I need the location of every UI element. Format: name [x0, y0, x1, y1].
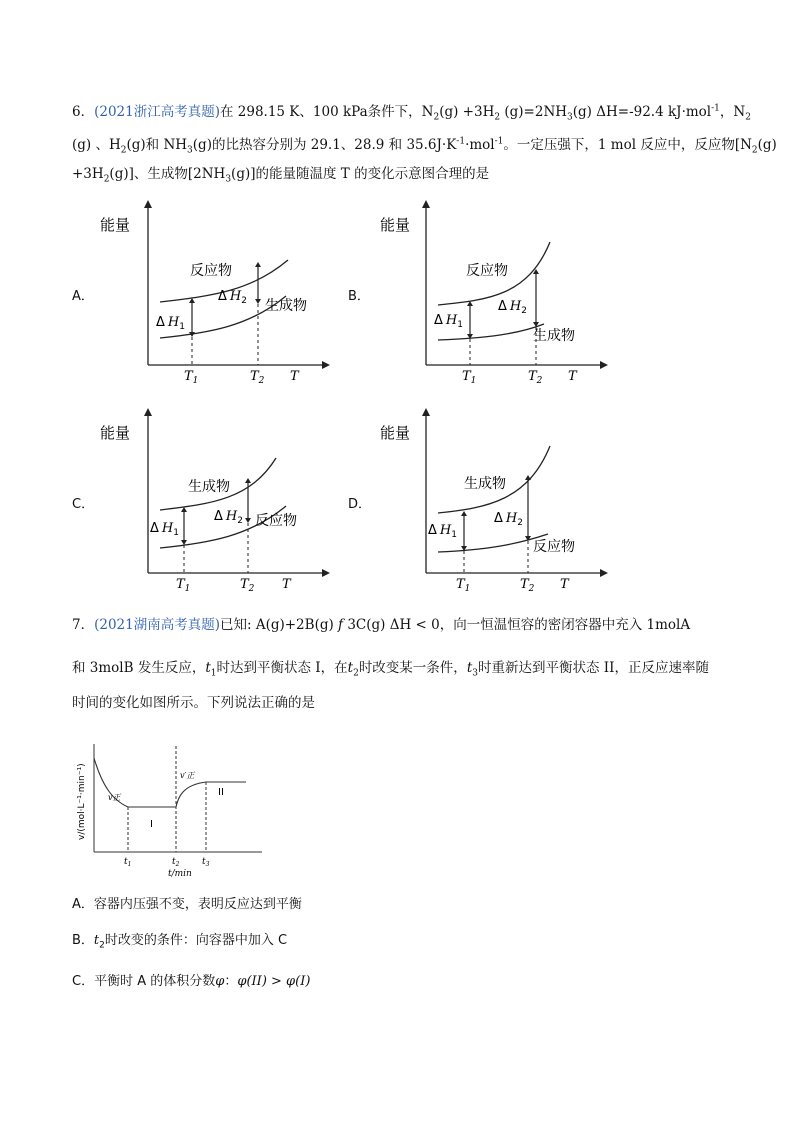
graph-a-product-label: 生成物 [265, 298, 307, 314]
graph-a-xlabel: T [290, 369, 299, 384]
option-b-label: B． [348, 289, 370, 304]
q7-line-2: 和 3molB 发生反应，$t_1$时达到平衡状态 I，在$t_2$时改变某一条件，$t_3$时重新达到平衡状态 II，正反应速率随 [72, 660, 709, 679]
q7-option-a: A．容器内压强不变，表明反应达到平衡 [72, 897, 302, 912]
q6-line-2: (g) 、$H_2(g)$和 $NH_3(g)$的比热容分别为 29.1、28.9 和 $35.6J\cdot K^{-1}\cdot mol^{-1}$。一定压强下，1 mol 反应中，反应物[$N_2(g)$ [72, 136, 777, 156]
rate-graph-xlabel: t/min [168, 869, 192, 879]
graph-d-t1: $T_1$ [456, 577, 471, 593]
graph-c-product-label: 生成物 [188, 479, 230, 495]
graph-a [100, 200, 330, 385]
graph-d-dh2-label: Δ $H_2$ [494, 511, 523, 528]
graph-d [378, 408, 608, 593]
q6-line-3: $+3H_2(g)$]、生成物$[2NH_3(g)]$的能量随温度 T 的变化示意图合理的是 [72, 166, 490, 185]
q7-option-b: B．$t_2$时改变的条件：向容器中加入 C [72, 933, 288, 951]
rate-graph-v-label: v正 [108, 793, 121, 802]
graph-d-dh1-label: Δ $H_1$ [428, 523, 457, 540]
rate-graph-t2: $t_2$ [172, 857, 180, 868]
q7-number: 7． [72, 617, 95, 633]
graph-a-dh2-label: Δ $H_2$ [218, 289, 247, 306]
graph-b-xlabel: T [568, 369, 577, 384]
graph-c-t2: $T_2$ [240, 577, 255, 593]
q6-source: (2021浙江高考真题) [94, 104, 220, 120]
graph-d-ylabel: 能量 [380, 424, 411, 442]
q7-source: (2021湖南高考真题) [94, 617, 220, 633]
graph-c-dh2-label: Δ $H_2$ [214, 509, 243, 526]
graph-c [100, 408, 330, 593]
graph-a-t1: $T_1$ [184, 369, 199, 385]
q7-line-1: 7．(2021湖南高考真题)已知: A(g)+2B(g) f 3C(g) ΔH < 0，向一恒温恒容的密闭容器中充入 1molA [72, 617, 691, 633]
rate-graph-v2-label: v′正 [180, 771, 195, 780]
graph-a-ylabel: 能量 [100, 216, 131, 234]
option-d-label: D． [348, 497, 372, 512]
graph-a-dh1-label: Δ $H_1$ [156, 315, 185, 332]
graph-b-dh2-label: Δ $H_2$ [498, 299, 527, 316]
graph-c-t1: $T_1$ [176, 577, 191, 593]
graph-b-t2: $T_2$ [528, 369, 543, 385]
q6-line-1: 6．(2021浙江高考真题)在 298.15 K、100 kPa条件下，$N_2(g) +3H_2$ $(g)=2NH_3(g)$ ΔH=-92.4 kJ·mol$^{-1}$，$N_2$ [72, 103, 751, 123]
option-a-label: A． [72, 289, 94, 304]
graph-a-t2: $T_2$ [250, 369, 265, 385]
graph-b-dh1-label: Δ $H_1$ [434, 313, 463, 330]
graph-d-product-label: 生成物 [464, 476, 506, 492]
graph-b-product-label: 生成物 [533, 328, 575, 344]
rate-graph-t1: $t_1$ [124, 857, 132, 868]
graph-c-xlabel: T [282, 577, 291, 592]
rate-graph-ylabel: v/(mol·L⁻¹·min⁻¹) [77, 763, 87, 840]
q7-option-c: C．平衡时 A 的体积分数φ：φ(II) > φ(I) [72, 974, 311, 989]
q6-number: 6． [72, 104, 95, 120]
q7-line-3: 时间的变化如图所示。下列说法正确的是 [72, 695, 315, 711]
rate-graph [72, 740, 272, 880]
graph-c-ylabel: 能量 [100, 424, 131, 442]
rate-graph-state-2: II [218, 787, 224, 798]
graph-d-t2: $T_2$ [520, 577, 535, 593]
graph-d-reactant-label: 反应物 [533, 539, 575, 555]
graph-a-reactant-label: 反应物 [190, 263, 232, 279]
rate-graph-t3: $t_3$ [202, 857, 210, 868]
option-c-label: C． [72, 497, 95, 512]
graph-b-reactant-label: 反应物 [466, 263, 508, 279]
graph-c-dh1-label: Δ $H_1$ [150, 521, 179, 538]
graph-b [378, 200, 608, 385]
rate-graph-state-1: I [150, 819, 153, 830]
graph-d-xlabel: T [560, 577, 569, 592]
graph-b-ylabel: 能量 [380, 216, 411, 234]
graph-b-t1: $T_1$ [462, 369, 477, 385]
graph-c-reactant-label: 反应物 [255, 513, 297, 529]
